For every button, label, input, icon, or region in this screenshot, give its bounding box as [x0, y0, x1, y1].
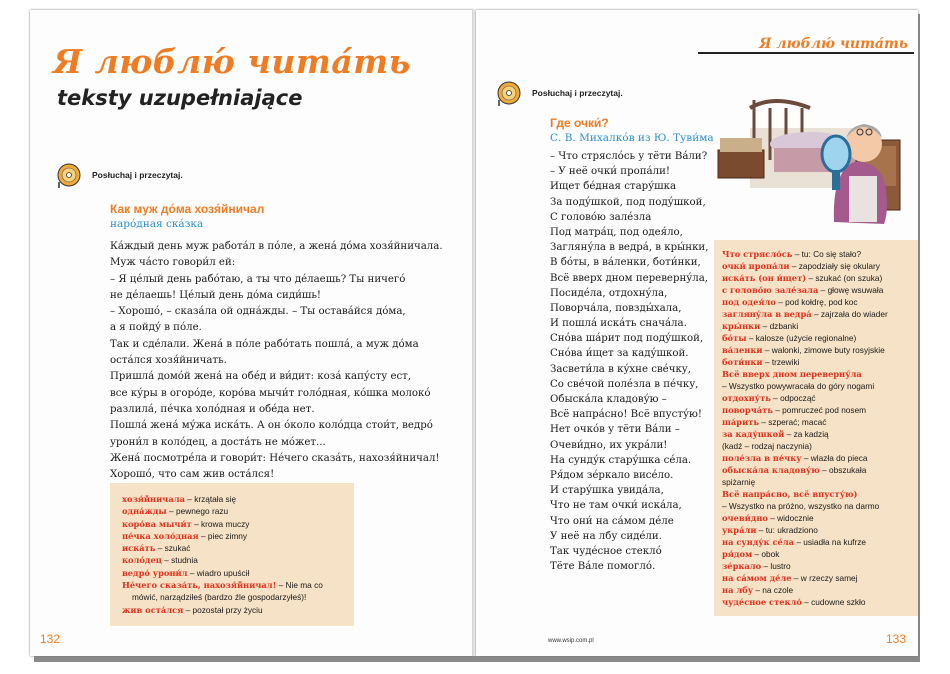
glossary-term: одна́жды [122, 506, 167, 517]
glossary-term: жив оста́лся [122, 604, 184, 615]
text-line: Обыска́ла кладову́ю – [550, 394, 667, 405]
glossary-definition: – pozostał przy życiu [183, 604, 263, 615]
glossary-entry [722, 524, 917, 536]
glossary-definition: – kalosze (użycie regionalne) [746, 333, 857, 344]
glossary-box [110, 483, 354, 626]
text-line: Поворча́ла, повзды́хала, [550, 302, 682, 314]
glossary-definition: – obok [752, 549, 780, 560]
text-line: – Хорошо́, – сказа́ла ой одна́жды. – Ты остава́йся до́ма, [110, 306, 406, 318]
text-line: Засвети́ла в ку́хне све́чку, [550, 363, 692, 375]
glossary-term: пе́чка холо́дная [122, 530, 199, 541]
story-subtitle: наро́дная ска́зка [110, 218, 204, 230]
text-line: Пошла́ жена́ му́жа иска́ть. А он о́коло коло́дца стои́т, ведро́ [110, 420, 433, 432]
glossary-entry [722, 308, 917, 320]
glossary-entry [722, 284, 917, 296]
text-line: – Что стрясло́сь у тёти Ва́ли? [550, 151, 708, 162]
text-line: И стару́шка увида́ла, [550, 485, 664, 497]
story-title: Где очки́? [550, 116, 609, 130]
poem-text [550, 149, 708, 574]
glossary-term: загляну́ла в ведра́ [722, 309, 812, 320]
page-subtitle: teksty uzupełniające [57, 86, 303, 110]
text-line: Посиде́ла, отдохну́ла, [550, 287, 668, 299]
text-line: Нет очко́в у тёти Ва́ли – [550, 424, 680, 436]
glossary-definition: – tu: ukradziono [756, 525, 818, 536]
text-line: Пришла́ домо́й жена́ на обе́д и ви́дит: коза́ капу́сту ест, [110, 371, 412, 383]
glossary-definition: spiżarnię [722, 477, 756, 488]
glossary-definition: – studnia [161, 555, 198, 566]
glossary-definition: – Wszystko na próżno, wszystko na darmo [722, 501, 880, 512]
glossary-definition: – Nie ma co [276, 580, 323, 591]
glossary-entry [122, 493, 346, 505]
glossary-definition: – dzbanki [760, 321, 799, 332]
text-line: Что не там очки́ иска́ла, [550, 500, 682, 512]
right-page [476, 10, 918, 656]
glossary-term: за каду́шкой [722, 429, 785, 440]
glossary-definition: – obszukała [819, 465, 867, 476]
text-line: а я пойду́ в по́ле. [110, 322, 202, 334]
glossary-entry [122, 518, 346, 530]
glossary-entry [722, 416, 917, 428]
glossary-term: иска́ть (он и́щет) [722, 273, 807, 284]
glossary-entry [722, 428, 917, 440]
glossary-entry [122, 505, 346, 517]
glossary-term: поле́зла в пе́чку [722, 453, 802, 464]
text-line: На сунду́к стару́шка се́ла. [550, 454, 692, 466]
glossary-definition: – Wszystko powywracała do góry nogami [722, 381, 875, 392]
running-header: Я люблю́ чита́ть [759, 36, 908, 52]
page-number: 132 [40, 632, 61, 646]
header-rule [698, 52, 914, 54]
text-line: все ку́ры в огоро́де, коро́ва мычи́т голо́дная, ко́шка молоко́ [110, 387, 431, 399]
glossary-entry [722, 476, 917, 488]
glossary-box [714, 240, 918, 616]
text-line: Очеви́дно, их укра́ли! [550, 439, 668, 451]
text-line: оста́лся хозя́йничать. [110, 355, 227, 367]
glossary-definition: – wiadro upuścił [187, 567, 250, 578]
instruction-text: Posłuchaj i przeczytaj. [532, 88, 623, 98]
glossary-term: Что стрясло́сь [722, 249, 793, 259]
glossary-entry [722, 452, 917, 464]
glossary-entry [722, 392, 917, 404]
glossary-definition: – piec zimny [198, 530, 248, 541]
glossary-entry [122, 554, 346, 566]
text-line: За поду́шкой, под поду́шкой, [550, 196, 706, 208]
glossary-entry [722, 296, 917, 308]
text-line: Сно́ва и́щет за каду́шкой. [550, 348, 689, 360]
glossary-term: иска́ть [122, 543, 156, 554]
glossary-entry [122, 567, 346, 579]
glossary-entry [122, 604, 346, 616]
text-line: Хорошо́, что сам жив оста́лся! [110, 469, 275, 481]
glossary-definition: – walonki, zimowe buty rosyjskie [762, 345, 885, 356]
glossary-term: Всё вверх дном переверну́ла [722, 369, 862, 380]
glossary-definition: – usiadła na kufrze [794, 537, 867, 548]
glossary-definition: – lustro [761, 561, 791, 572]
glossary-entry [722, 380, 917, 392]
text-line: В бо́ты, в ва́ленки, боти́нки, [550, 257, 701, 269]
glossary-entry [722, 560, 917, 572]
story-text [110, 239, 443, 483]
text-line: Всё напра́сно! Всё впусту́ю! [550, 409, 702, 421]
glossary-entry [722, 332, 917, 344]
glossary-definition: – widocznie [767, 513, 814, 524]
text-line: Тёте Ва́ле помогло́. [550, 561, 656, 573]
glossary-definition: – szperać; macać [759, 417, 827, 428]
glossary-entry [722, 272, 917, 284]
glossary-definition: – w rzeczy samej [791, 573, 858, 584]
glossary-entry [722, 536, 917, 548]
glossary-definition: – cudowne szkło [801, 597, 866, 608]
text-line: Со све́чой поле́зла в пе́чку, [550, 378, 699, 390]
text-line: урони́л в коло́дец, а доста́ть не мо́жет... [110, 436, 326, 448]
glossary-entry [722, 512, 917, 524]
text-line: Ка́ждый день муж работа́л в по́ле, а жена́ до́ма хозя́йничала. [110, 241, 443, 252]
glossary-term: укра́ли [722, 525, 757, 536]
text-line: разлила́, пе́чка холо́дная и обе́да нет. [110, 403, 315, 415]
glossary-definition: (kadź – rodzaj naczynia) [722, 441, 812, 452]
text-line: Так и сде́лали. Жена́ в по́ле рабо́тать пошла́, а муж до́ма [110, 338, 419, 350]
text-line: Муж ча́сто говори́л ей: [110, 257, 236, 269]
glossary-entry [722, 488, 917, 500]
glossary-term: отдохну́ть [722, 393, 771, 404]
glossary-definition: – trzewiki [762, 357, 800, 368]
glossary-term: боти́нки [722, 357, 763, 368]
glossary-definition: – szukać (on szuka) [806, 273, 883, 284]
story-title: Как муж до́ма хозя́йничал [110, 202, 265, 216]
glossary-term: на сунду́к се́ла [722, 537, 795, 548]
glossary-term: очки́ пропа́ли [722, 261, 790, 272]
glossary-entry [722, 440, 917, 452]
glossary-definition: – pomruczeć pod nosem [772, 405, 867, 416]
glossary-term: кры́нки [722, 321, 761, 332]
text-line: Ря́дом зе́ркало висе́ло. [550, 469, 674, 481]
glossary-entry [722, 344, 917, 356]
glossary-entry [722, 320, 917, 332]
glossary-term: обыска́ла кладову́ю [722, 465, 820, 476]
text-line: Всё вверх дном переверну́ла, [550, 272, 709, 284]
glossary-entry [122, 542, 346, 554]
text-line: Сно́ва ша́рит под поду́шкой, [550, 333, 704, 345]
glossary-term: с голово́ю зале́зала [722, 285, 819, 296]
glossary-entry [722, 404, 917, 416]
glossary-definition: – wlazła do pieca [801, 453, 868, 464]
page-number: 133 [885, 632, 906, 646]
text-line: У неё на лбу сиде́ли. [550, 530, 662, 542]
story-subtitle: С. В. Михалко́в из Ю. Туви́ма [550, 132, 714, 144]
glossary-term: коло́дец [122, 555, 162, 566]
glossary-term: на са́мом де́ле [722, 573, 792, 584]
glossary-definition: – zapodziały się okulary [789, 261, 880, 272]
left-page [30, 10, 474, 656]
text-line: С голово́ю зале́зла [550, 211, 652, 223]
glossary-term: поворча́ть [722, 405, 773, 416]
glossary-definition: – na czole [753, 585, 794, 596]
text-line: не де́лаешь! Це́лый день до́ма сиди́шь! [110, 289, 321, 301]
glossary-definition: – odpocząć [770, 393, 816, 404]
page-title: Я люблю́ чита́ть [53, 42, 411, 81]
instruction-text: Posłuchaj i przeczytaj. [92, 170, 183, 180]
glossary-entry [122, 579, 346, 591]
text-line: – Я це́лый день рабо́таю, а ты что де́лаешь? Ты ничего́ [110, 273, 406, 285]
glossary-definition: – za kadzią [784, 429, 829, 440]
text-line: Загляну́ла в ведра́, в кры́нки, [550, 242, 709, 254]
glossary-entry [722, 356, 917, 368]
glossary-term: Не́чего сказа́ть, нахозя́йничал! [122, 580, 277, 591]
glossary-entry [722, 464, 917, 476]
glossary-term: ря́дом [722, 549, 753, 560]
grandmother-mirror-illustration [714, 90, 914, 230]
cd-audio-icon[interactable] [56, 162, 82, 188]
glossary-definition: – szukać [155, 543, 191, 554]
glossary-definition: – pod kołdrę, pod koc [775, 297, 858, 308]
text-line: И пошла́ иска́ть снача́ла. [550, 318, 687, 330]
glossary-entry [722, 368, 917, 380]
glossary-term: чуде́сное стекло́ [722, 597, 802, 608]
glossary-entry [722, 500, 917, 512]
glossary-definition: mówić, narządziłeś (bardzo źle gospodarzyłeś)! [132, 592, 307, 603]
text-line: Что они́ на са́мом де́ле [550, 515, 674, 527]
text-line: Жена́ посмотре́ла и говори́т: Не́чего сказа́ть, нахозя́йничал! [110, 452, 440, 464]
glossary-entry [722, 260, 917, 272]
glossary-entry [722, 572, 917, 584]
glossary-term: коро́ва мычи́т [122, 518, 192, 529]
glossary-term: на лбу [722, 585, 754, 596]
glossary-definition: – tu: Co się stało? [792, 249, 862, 259]
cd-audio-icon[interactable] [496, 80, 522, 106]
glossary-definition: – zajrzała do wiader [811, 309, 888, 320]
glossary-term: Всё напра́сно, всё впусту́ю) [722, 489, 858, 500]
glossary-definition: – pewnego razu [166, 506, 229, 517]
text-line: Под матра́ц, под одея́ло, [550, 226, 683, 238]
glossary-entry [122, 530, 346, 542]
glossary-term: под одея́ло [722, 297, 776, 308]
glossary-term: ведро́ урони́л [122, 567, 188, 578]
text-line: – У неё очки́ пропа́ли! [550, 166, 670, 178]
glossary-term: бо́ты [722, 333, 747, 344]
glossary-entry [722, 584, 917, 596]
glossary-entry [122, 591, 346, 603]
glossary-term: ва́ленки [722, 345, 763, 356]
glossary-definition: – krowa muczy [191, 518, 250, 529]
glossary-term: хозя́йничала [122, 494, 185, 504]
glossary-entry [722, 596, 917, 608]
publisher-url[interactable]: www.wsip.com.pl [548, 638, 594, 644]
glossary-term: ша́рить [722, 417, 760, 428]
text-line: Ищет бе́дная стару́шка [550, 181, 677, 193]
glossary-term: очеви́дно [722, 513, 768, 524]
text-line: Так чуде́сное стекло́ [550, 545, 662, 557]
glossary-entry [722, 548, 917, 560]
glossary-entry [722, 248, 917, 260]
glossary-definition: – głowę wsuwała [818, 285, 884, 296]
glossary-definition: – krzątała się [184, 494, 237, 504]
glossary-term: зе́ркало [722, 561, 762, 572]
